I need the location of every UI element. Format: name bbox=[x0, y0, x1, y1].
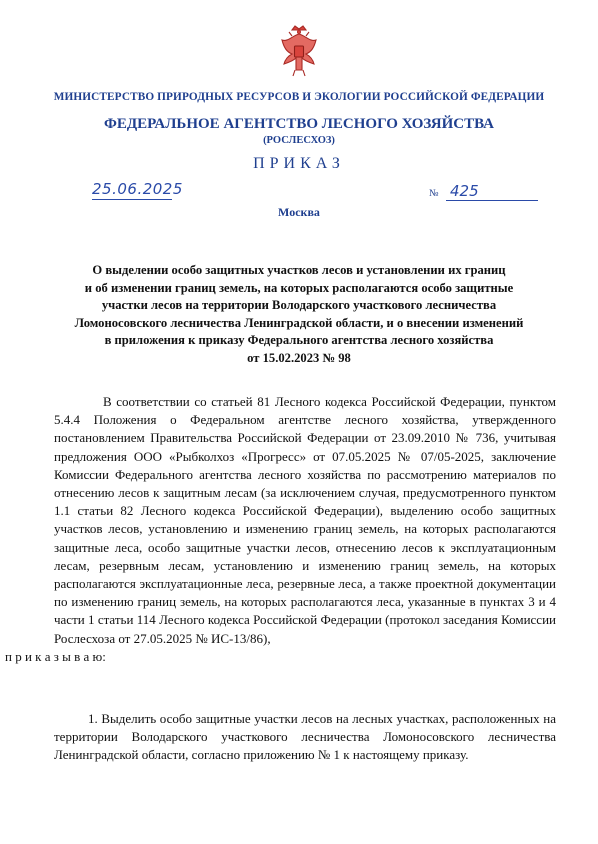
order-number-label: № bbox=[429, 188, 439, 199]
russian-coat-of-arms-icon bbox=[278, 22, 320, 80]
title-line: участки лесов на территории Володарского участкового лесничества bbox=[101, 298, 497, 313]
order-title bbox=[62, 262, 536, 368]
agency-name: ФЕДЕРАЛЬНОЕ АГЕНТСТВО ЛЕСНОГО ХОЗЯЙСТВА bbox=[103, 116, 495, 132]
agency-abbreviation: (РОСЛЕСХОЗ) bbox=[263, 135, 335, 146]
order-word: п р и к а з ы в а ю: bbox=[5, 648, 106, 664]
preamble-paragraph bbox=[5, 393, 556, 666]
title-line: в приложения к приказу Федерального агентства лесного хозяйства bbox=[104, 333, 494, 348]
preamble-text: В соответствии со статьей 81 Лесного кодекса Российской Федерации, пунктом 5.4.4 Положения о Федеральном агентстве лесного хозяйства, утвержденного постановлением Правительства Российской Федерации от 23.09.2010 № 736, учитывая предложения ООО «Рыбколхоз «Прогресс» от 07.05.2025 № 07/05-2025, заключение Комиссии Федерального агентства лесного хозяйства по рассмотрению материалов по отнесению лесов к защитным лесам (за исключением случая, предусмотренного пунктом 1.1 статьи 82 Лесного кодекса Российской Федерации), выделению особо защитных участков лесов, установлению и изменению границ земель, на которых располагаются защитные леса, особо защитные участки лесов, отнесению лесов к эксплуатационным лесам, резервным лесам, установлению и изменению границ земель, на которых располагаются эксплуатационные леса, резервные леса, а также проектной документации по изменению границ земель, на которых располагаются леса, указанные в пунктах 3 и 4 части 1 статьи 114 Лесного кодекса Российской Федерации (протокол заседания Комиссии Рослесхоза от 27.05.2025 № ИС-13/86), bbox=[54, 394, 556, 646]
title-line: О выделении особо защитных участков лесов и установлении их границ bbox=[92, 263, 506, 277]
title-line: Ломоносовского лесничества Ленинградской области, и о внесении изменений bbox=[74, 315, 524, 330]
city: Москва bbox=[278, 205, 320, 219]
title-line: и об изменении границ земель, на которых располагаются особо защитные bbox=[84, 280, 514, 295]
order-number: 425 bbox=[446, 182, 538, 201]
ministry-name: МИНИСТЕРСТВО ПРИРОДНЫХ РЕСУРСОВ И ЭКОЛОГИИ РОССИЙСКОЙ ФЕДЕРАЦИИ bbox=[53, 91, 545, 103]
order-item-1: 1. Выделить особо защитные участки лесов на лесных участках, расположенных на территории Володарского участкового лесничества Ломоносовского лесничества Ленинградской области, согласно приложению № 1 к настоящему приказу. bbox=[54, 711, 556, 763]
title-line: от 15.02.2023 № 98 bbox=[247, 350, 351, 365]
document-type: ПРИКАЗ bbox=[253, 155, 345, 172]
order-date: 25.06.2025 bbox=[92, 180, 183, 198]
